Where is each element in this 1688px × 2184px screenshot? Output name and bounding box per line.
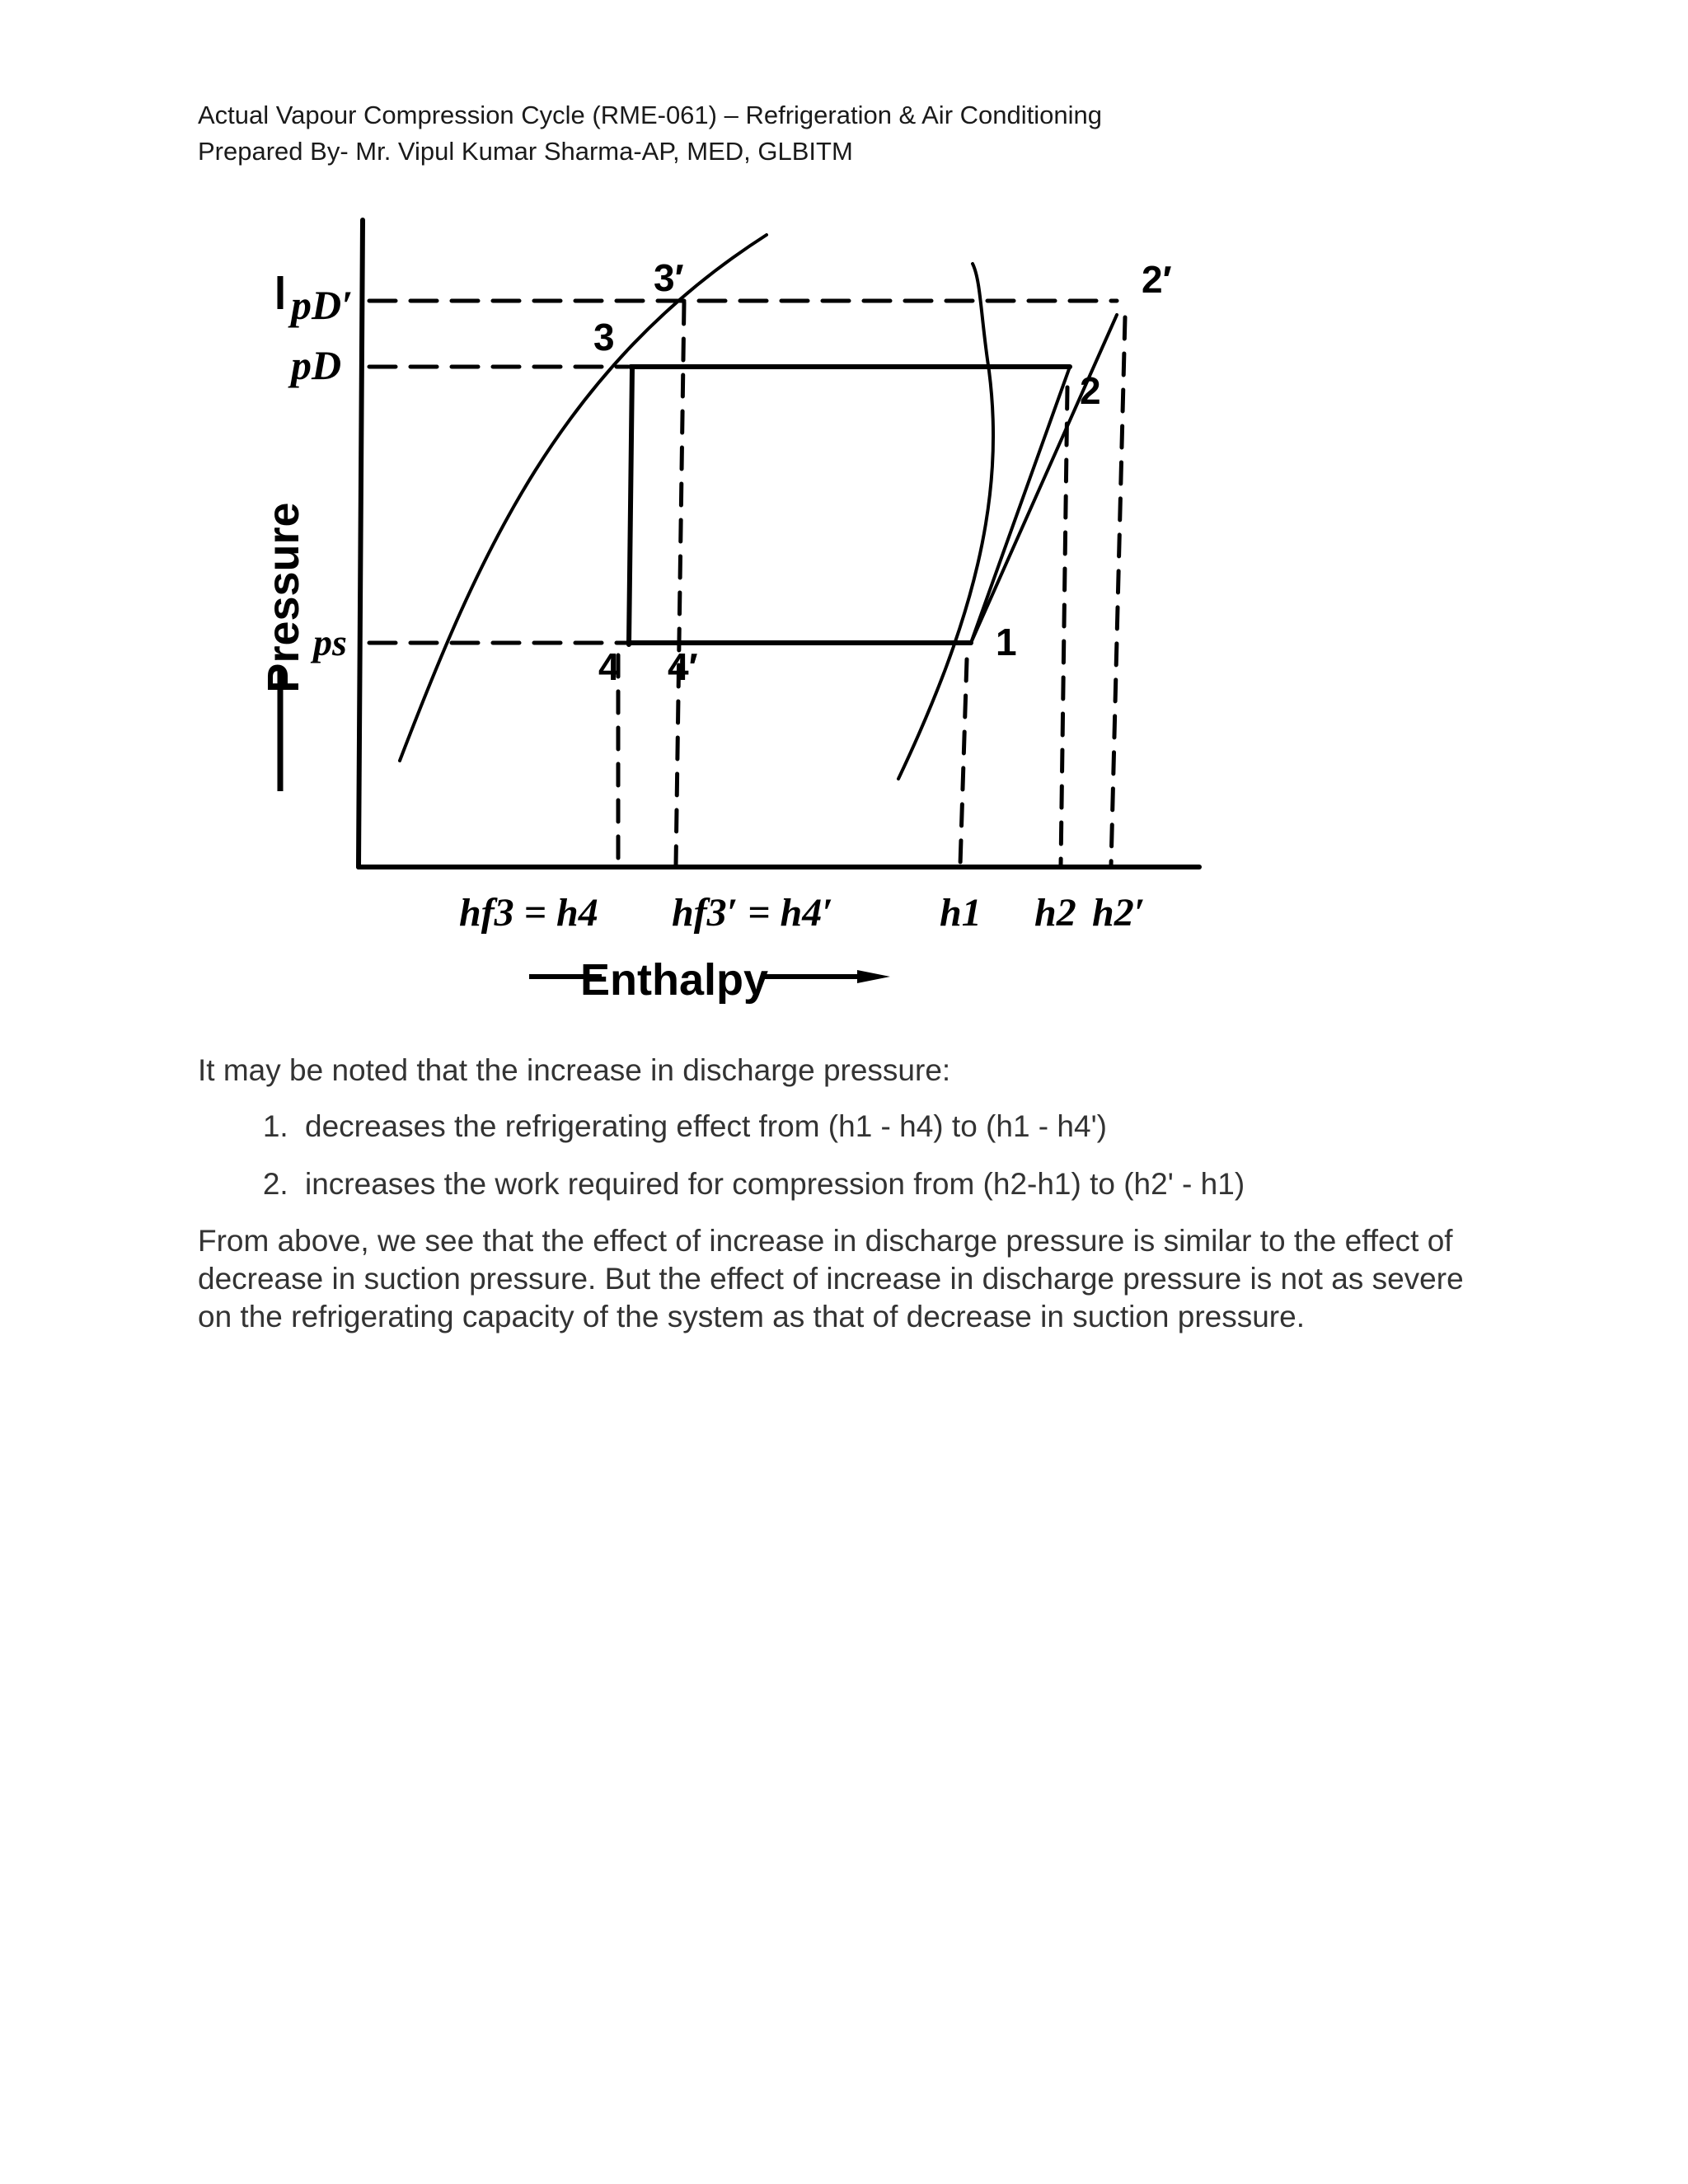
- ps-label: ps: [313, 621, 347, 663]
- list-item: 2. increases the work required for compression from (h2-h1) to (h2' - h1): [297, 1165, 1467, 1204]
- pd-prime-label: pD′: [291, 282, 354, 328]
- h4-prime-dashed-line: [676, 302, 684, 865]
- expansion-line-3-4: [629, 368, 632, 644]
- h1-label: h1: [940, 891, 982, 935]
- compression-line-1-2: [971, 367, 1070, 643]
- saturated-vapour-line: [898, 264, 993, 779]
- h2-label: h2: [1034, 891, 1076, 935]
- conclusion-paragraph: From above, we see that the effect of increase in discharge pressure is similar to the effect of decrease in suction pressure. But the effect of increase in discharge pressure is not as severe on the refrigerating capacity of the system as that of decrease in suction pressure.: [198, 1224, 1464, 1333]
- point-1-label: 1: [996, 621, 1017, 663]
- ph-diagram-svg: [231, 210, 1253, 1018]
- point-3-label: 3: [593, 316, 615, 359]
- enthalpy-axis-label: Enthalpy: [579, 955, 769, 1005]
- hf3-prime-h4-prime-label: hf3′ = h4′: [672, 891, 833, 935]
- list-item: 1. decreases the refrigerating effect from (h1 - h4) to (h1 - h4'): [297, 1107, 1467, 1146]
- y-axis: [359, 220, 363, 867]
- header-author: Prepared By- Mr. Vipul Kumar Sharma-AP, MED, GLBITM: [198, 137, 853, 166]
- saturated-liquid-line: [400, 235, 767, 761]
- enthalpy-arrow-head: [857, 970, 890, 983]
- h1-dashed-line: [960, 659, 967, 865]
- point-2-prime-label: 2′: [1142, 258, 1172, 301]
- header-title: Actual Vapour Compression Cycle (RME-061) – Refrigeration & Air Conditioning: [198, 101, 1102, 129]
- point-4-label: 4: [598, 645, 620, 688]
- hf3-h4-label: hf3 = h4: [459, 891, 598, 935]
- point-4-prime-label: 4′: [668, 645, 698, 688]
- effects-list: [198, 1107, 1467, 1204]
- h2-prime-label: h2′: [1092, 891, 1146, 935]
- intro-paragraph: It may be noted that the increase in discharge pressure:: [198, 1053, 951, 1087]
- pressure-axis-label: Pressure: [259, 502, 308, 693]
- point-2-label: 2: [1080, 369, 1101, 412]
- pd-label: pD: [291, 342, 342, 388]
- body-text: [198, 1051, 1467, 1366]
- h2-dashed-line: [1061, 387, 1067, 865]
- h2-prime-dashed-line: [1111, 317, 1125, 865]
- point-3-prime-label: 3′: [654, 256, 684, 299]
- ph-diagram: [231, 210, 1253, 1018]
- page-header: [198, 97, 1599, 170]
